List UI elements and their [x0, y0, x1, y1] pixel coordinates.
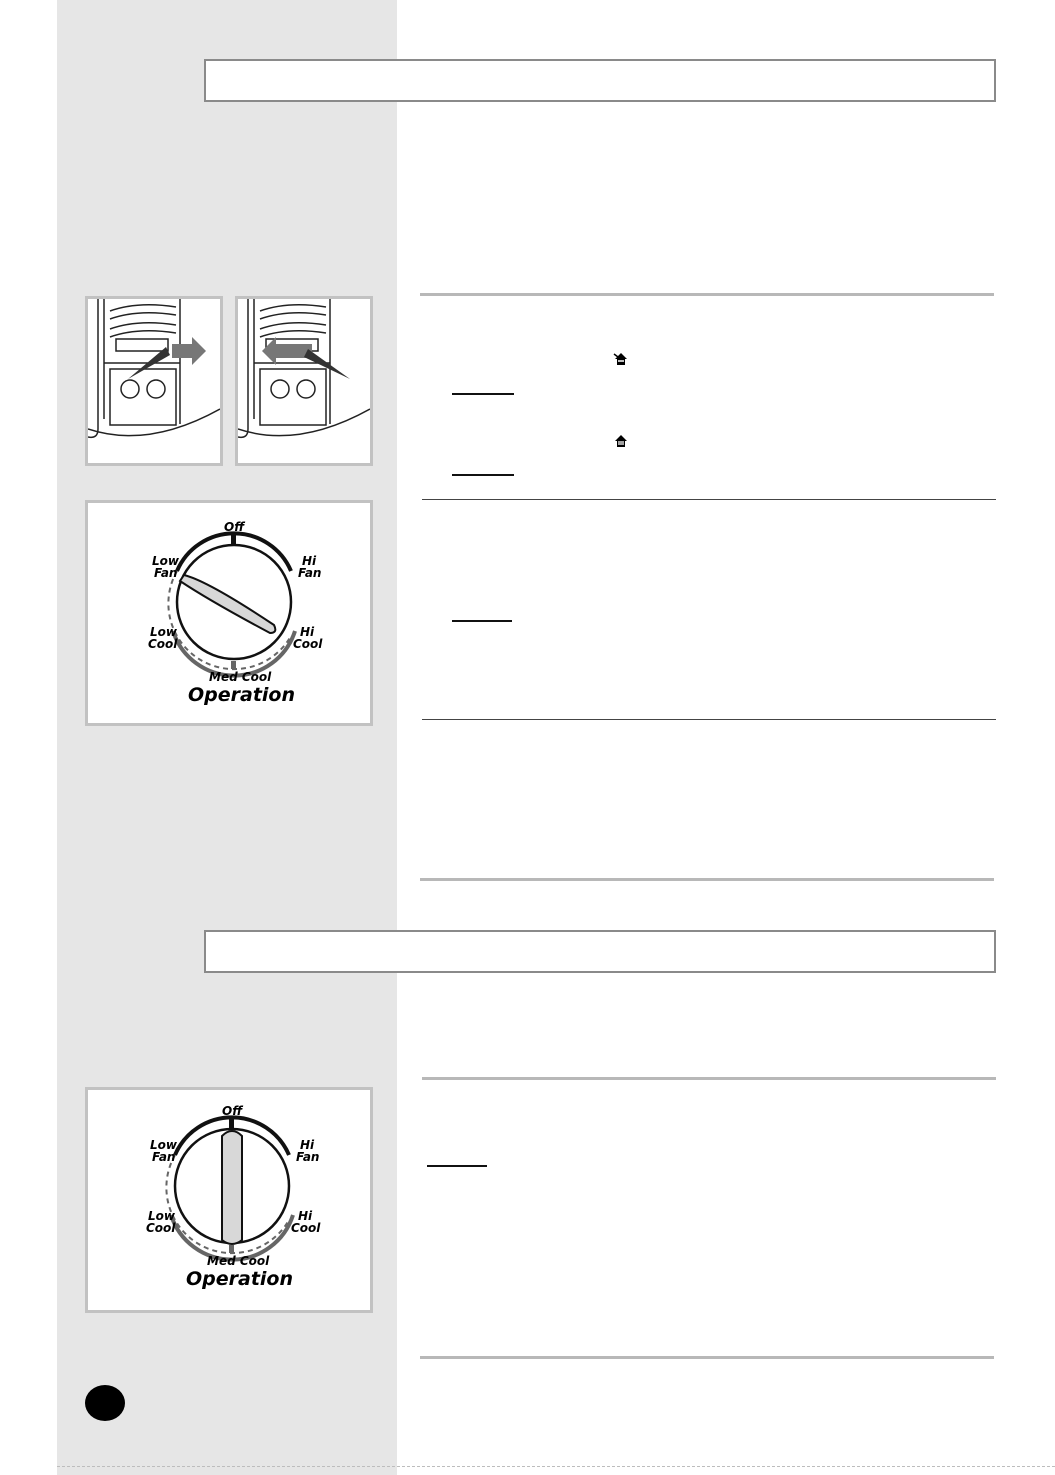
vent-lever-open-figure [85, 296, 223, 466]
dial-label-low-cool: Cool [148, 637, 178, 651]
section-divider-3 [422, 719, 996, 720]
dial-label-low: Low [152, 554, 179, 568]
page-number-dot [85, 1385, 125, 1421]
note-underline-1 [452, 393, 514, 395]
house-recirculate-icon [613, 433, 629, 449]
operation-dial-figure-2 [85, 1087, 373, 1313]
dial-label-hi-2: Hi [298, 1209, 313, 1223]
vent-lever-close-figure [235, 296, 373, 466]
dial-label-operation: Operation [188, 684, 296, 706]
dial-label-hi-fan: Fan [298, 566, 322, 580]
dial-label-hi-2: Hi [300, 625, 315, 639]
dial-label-hi-cool: Cool [293, 637, 323, 651]
house-fresh-air-icon [613, 351, 629, 367]
dial-label-hi: Hi [302, 554, 317, 568]
note-underline-3 [452, 620, 512, 622]
dial-label-med-cool: Med Cool [207, 1254, 270, 1268]
dial-label-low-fan: Fan [154, 566, 178, 580]
note-underline-4 [427, 1165, 487, 1167]
section-divider-1 [420, 293, 994, 296]
section-divider-5 [422, 1077, 996, 1080]
dial-label-hi: Hi [300, 1138, 315, 1152]
dial-label-low-fan: Fan [152, 1150, 176, 1164]
dial-label-low-2: Low [150, 625, 177, 639]
dial-label-operation: Operation [186, 1268, 294, 1290]
section-divider-2 [422, 499, 996, 500]
dial-label-low: Low [150, 1138, 177, 1152]
dial-label-med-cool: Med Cool [209, 670, 272, 684]
dial-label-hi-cool: Cool [291, 1221, 321, 1235]
page-edge-dashed-line [57, 1466, 1055, 1467]
dial-label-hi-fan: Fan [296, 1150, 320, 1164]
dial-label-off: Off [224, 520, 245, 534]
section-divider-4 [420, 878, 994, 881]
section-divider-6 [420, 1356, 994, 1359]
section-title-box-1 [204, 59, 996, 102]
operation-dial-figure-1 [85, 500, 373, 726]
dial-label-low-2: Low [148, 1209, 175, 1223]
dial-label-off: Off [222, 1104, 243, 1118]
section-title-box-2 [204, 930, 996, 973]
dial-pointer [222, 1131, 242, 1244]
dial-label-low-cool: Cool [146, 1221, 176, 1235]
note-underline-2 [452, 474, 514, 476]
